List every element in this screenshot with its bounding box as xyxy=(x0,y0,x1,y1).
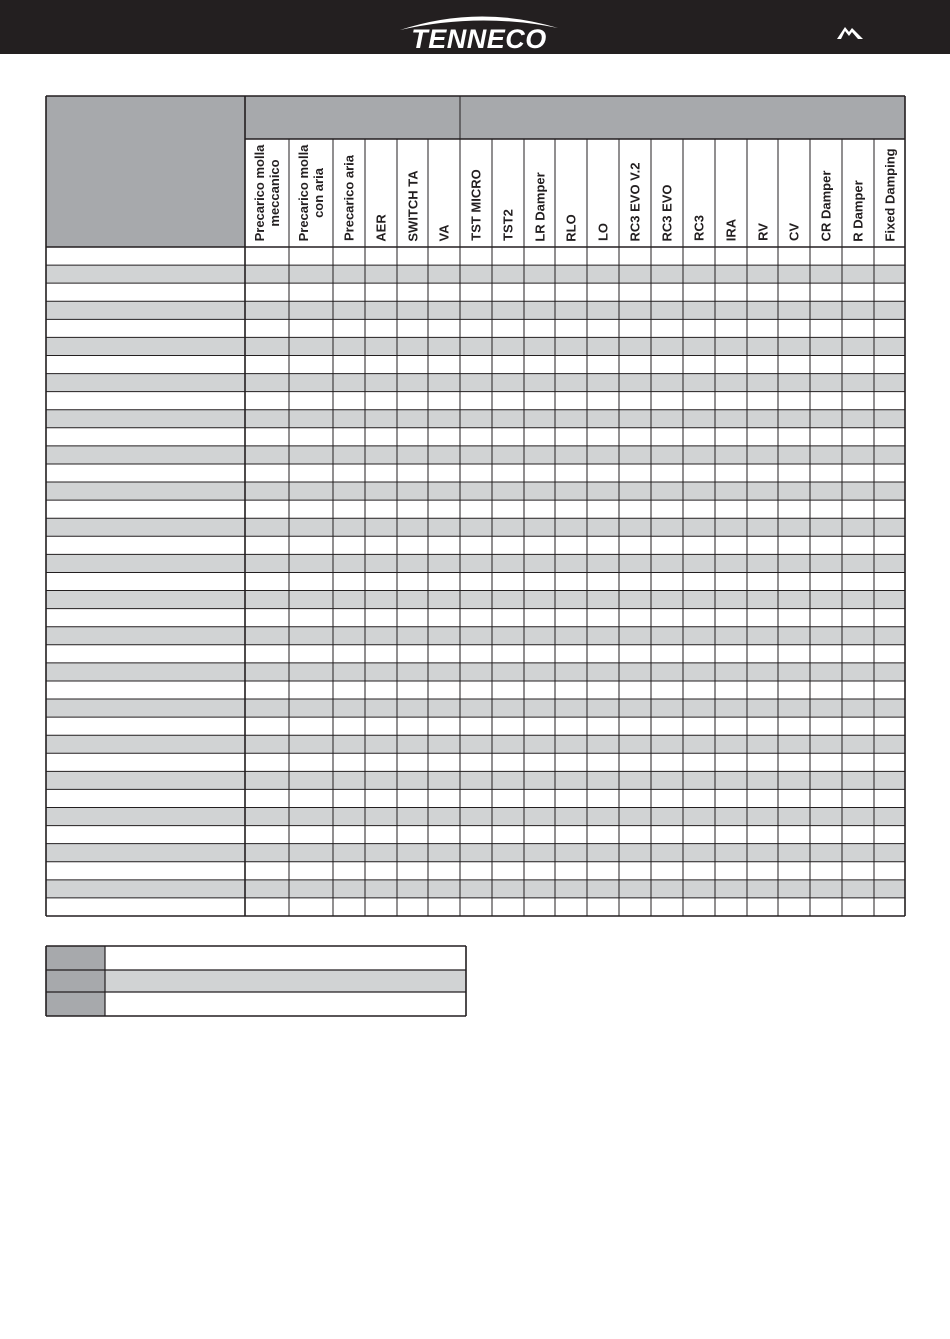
column-header-label: AER xyxy=(373,213,389,242)
legend-row xyxy=(105,946,466,970)
column-header-label: RC3 EVO xyxy=(659,183,675,242)
legend-swatch xyxy=(46,970,105,992)
table-row xyxy=(46,446,905,464)
legend-swatch xyxy=(46,992,105,1016)
table-row xyxy=(46,464,905,482)
column-header-label: VA xyxy=(436,223,452,242)
table-row xyxy=(46,518,905,536)
table-row xyxy=(46,753,905,771)
table-row xyxy=(46,717,905,735)
column-header-label: LO xyxy=(595,222,611,242)
column-header-label: TST MICRO xyxy=(468,169,484,241)
table-row xyxy=(46,392,905,410)
legend-table xyxy=(46,946,466,1016)
column-header-label: R Damper xyxy=(850,179,866,242)
column-header-label: Precarico aria xyxy=(341,154,357,242)
table-row xyxy=(46,735,905,753)
table-row xyxy=(46,771,905,789)
brand-name: TENNECO xyxy=(411,24,547,54)
legend-row xyxy=(105,970,466,992)
table-row xyxy=(46,337,905,355)
column-header-label: Precarico molla meccanico xyxy=(252,144,282,241)
table-row xyxy=(46,410,905,428)
column-header-label: RC3 xyxy=(691,214,707,242)
table-row xyxy=(46,572,905,590)
legend-swatch xyxy=(46,946,105,970)
column-header-label: CR Damper xyxy=(818,170,834,241)
table-row xyxy=(46,591,905,609)
table-row xyxy=(46,355,905,373)
group-header-cell xyxy=(245,96,460,139)
table-row xyxy=(46,789,905,807)
table-row xyxy=(46,428,905,446)
table-row xyxy=(46,247,905,265)
table-row xyxy=(46,301,905,319)
table-row xyxy=(46,609,905,627)
column-header-label: RC3 EVO V.2 xyxy=(627,161,643,242)
table-row xyxy=(46,645,905,663)
table-row xyxy=(46,880,905,898)
table-row xyxy=(46,844,905,862)
table-row xyxy=(46,500,905,518)
column-header-label: RLO xyxy=(563,213,579,242)
table-row xyxy=(46,862,905,880)
table-row xyxy=(46,265,905,283)
table-row xyxy=(46,283,905,301)
column-header-label: CV xyxy=(786,222,802,242)
legend-row xyxy=(105,992,466,1016)
table-row xyxy=(46,374,905,392)
table-row xyxy=(46,898,905,916)
column-header-label: SWITCH TA xyxy=(405,169,420,242)
table-row xyxy=(46,663,905,681)
table-row xyxy=(46,627,905,645)
group-header-cell xyxy=(460,96,905,139)
table-row xyxy=(46,536,905,554)
table-row xyxy=(46,681,905,699)
table-row xyxy=(46,826,905,844)
row-label-header-cell xyxy=(46,96,245,247)
table-row xyxy=(46,482,905,500)
column-header-label: RV xyxy=(755,223,770,241)
column-header-label: IRA xyxy=(723,218,739,242)
table-row xyxy=(46,554,905,572)
table-row xyxy=(46,699,905,717)
table-row xyxy=(46,808,905,826)
column-header-label: LR Damper xyxy=(532,171,547,242)
table-row xyxy=(46,319,905,337)
column-header-label: TST2 xyxy=(500,209,516,241)
column-header-label: Fixed Damping xyxy=(882,147,897,242)
column-header-label: Precarico molla con aria xyxy=(296,144,326,241)
